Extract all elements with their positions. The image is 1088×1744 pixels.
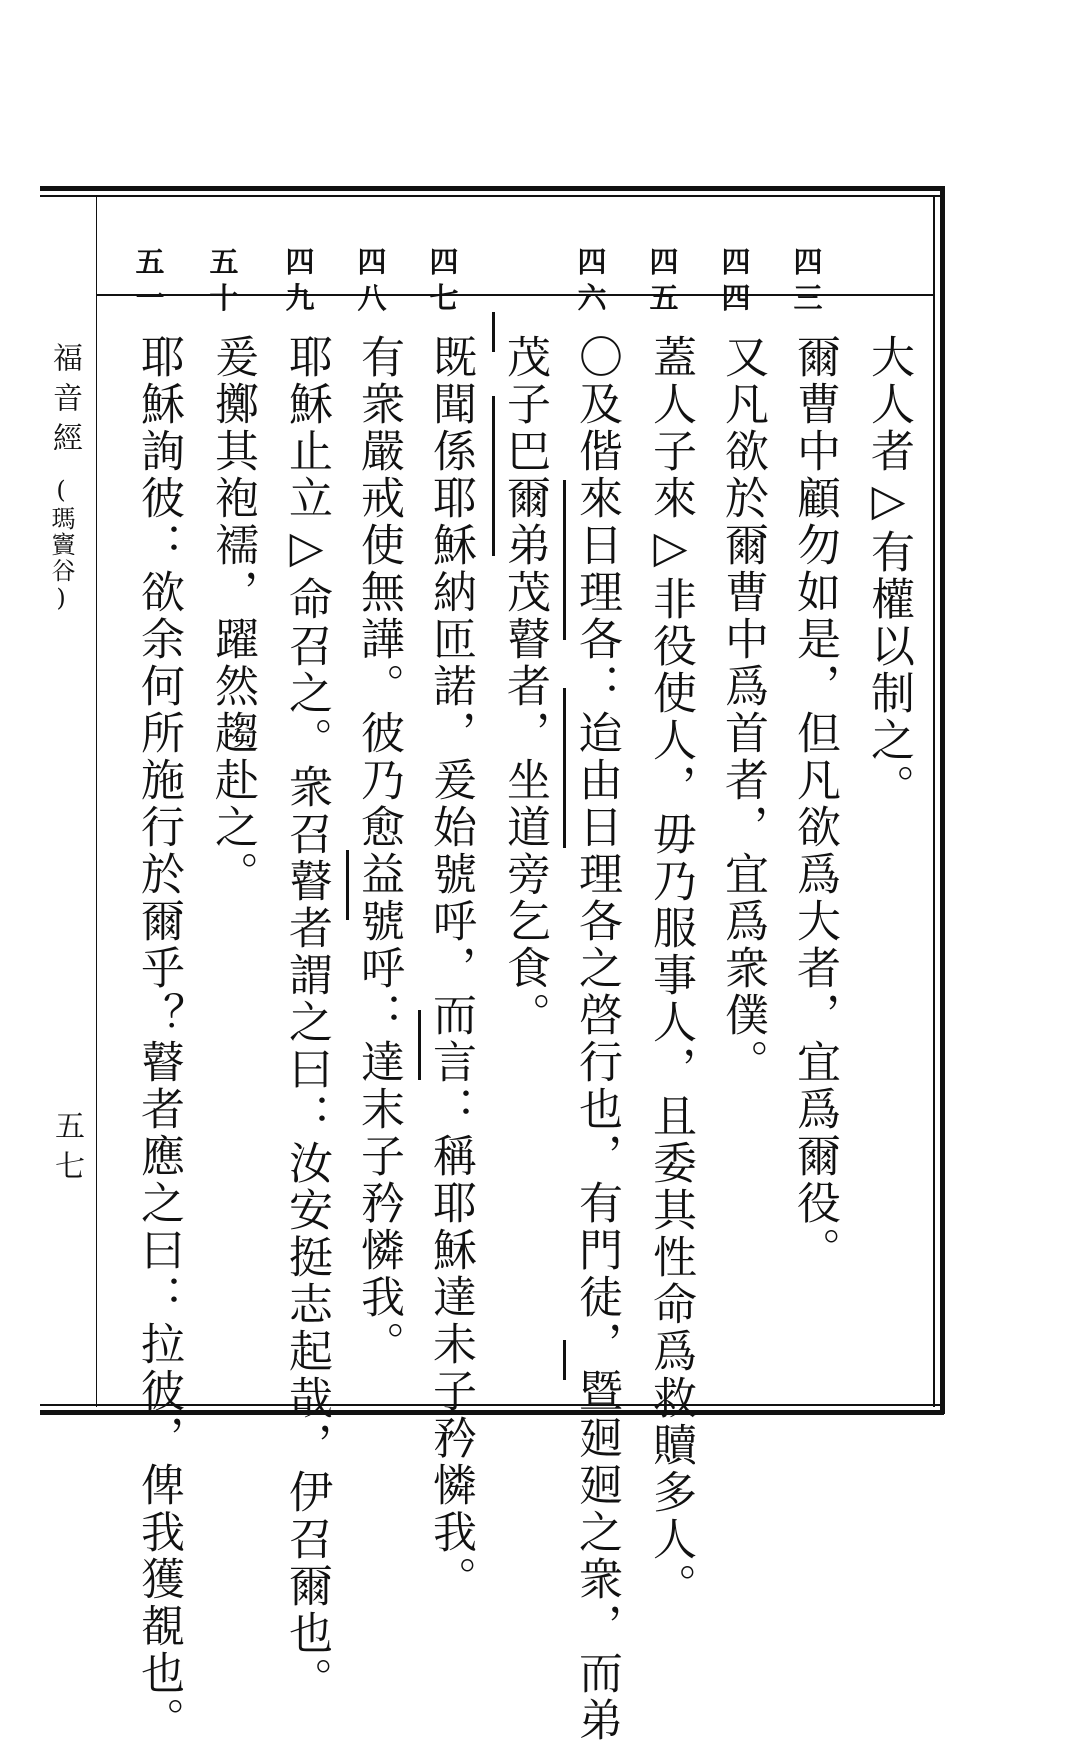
- name-mark-7: [346, 850, 349, 920]
- text-column-2: 爾曹中顧勿如是，但凡欲爲大者，宜爲爾役。: [789, 334, 840, 1274]
- right-border-inner: [933, 195, 935, 1407]
- text-column-1: 大人者▷有權以制之。: [863, 334, 914, 811]
- text-column-3: 又凡欲於爾曹中爲首者，宜爲衆僕。: [717, 334, 768, 1086]
- book-subtitle: (瑪竇谷): [47, 476, 75, 614]
- verse-number-48: 四 八: [357, 245, 387, 315]
- text-column-5: 〇及偕來日理各：迨由日理各之啓行也，有門徒，暨㢠㢠之衆，而弟: [571, 334, 622, 1744]
- page-number: 五七: [49, 1110, 84, 1190]
- name-mark-1: [563, 480, 566, 640]
- book-title: 福音經: [47, 342, 82, 462]
- text-column-6: 茂子巴爾弟茂瞽者，坐道旁乞食。: [499, 334, 550, 1039]
- text-column-4: 蓋人子來▷非役使人，毋乃服事人，且委其性命爲救贖多人。: [645, 334, 696, 1610]
- text-column-10: 爰擲其袍襦，躍然趨赴之。: [207, 334, 258, 898]
- verse-number-50: 五 十: [209, 245, 239, 315]
- name-mark-6: [418, 1010, 421, 1080]
- name-mark-2: [563, 688, 566, 848]
- text-column-11: 耶穌詢彼：欲余何所施行於爾乎？瞽者應之曰：拉彼，俾我獲覩也。: [133, 334, 184, 1744]
- verse-number-46: 四 六: [577, 245, 607, 315]
- verse-number-45: 四 五: [649, 245, 679, 315]
- verse-number-49: 四 九: [285, 245, 315, 315]
- verse-number-51: 五 一: [135, 245, 165, 315]
- verse-number-43: 四 三: [793, 245, 823, 315]
- left-inner-line: [96, 195, 97, 1407]
- right-border: [940, 186, 945, 1414]
- name-mark-5: [492, 396, 495, 556]
- verse-number-47: 四 七: [429, 245, 459, 315]
- name-mark-4: [492, 312, 495, 352]
- text-column-8: 有衆嚴戒使無譁。彼乃愈益號呼：達末子矜憐我。: [353, 334, 404, 1368]
- name-mark-3: [563, 1340, 566, 1380]
- top-border-thick: [40, 186, 944, 191]
- verse-number-44: 四 四: [721, 245, 751, 315]
- top-border-thin: [40, 195, 944, 197]
- text-column-7: 既聞係耶穌納匝諾，爰始號呼，而言：稱耶穌達未子矜憐我。: [425, 334, 476, 1603]
- text-column-9: 耶穌止立▷命召之。衆召瞽者謂之曰：汝安挺志起哉，伊召爾也。: [281, 334, 332, 1704]
